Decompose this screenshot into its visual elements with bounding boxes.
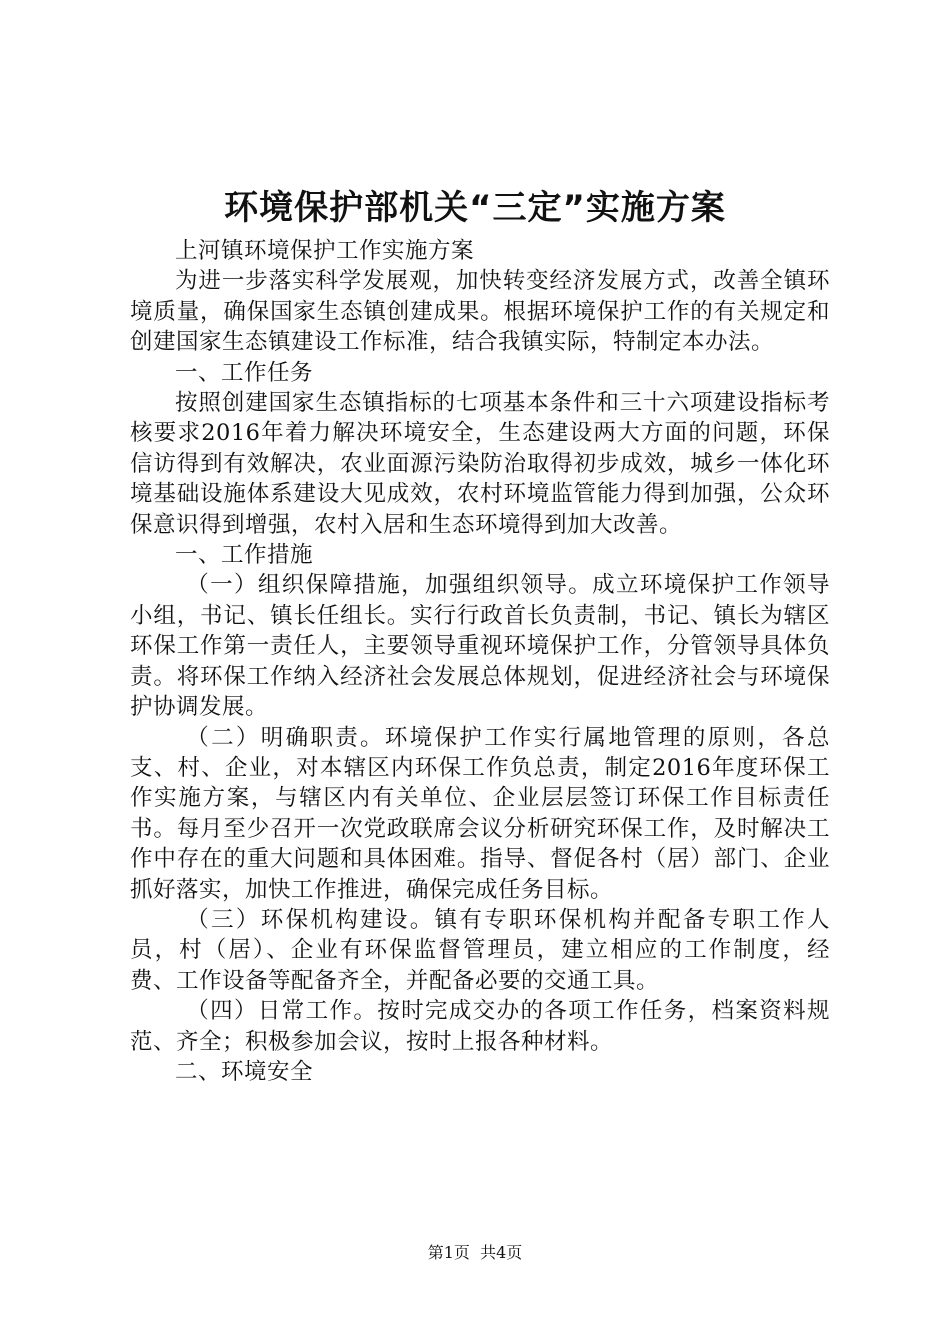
document-title: 环境保护部机关“三定”实施方案 — [224, 188, 726, 228]
paragraph-measure-3: （三）环保机构建设。镇有专职环保机构并配备专职工作人员，村（居）、企业有环保监督管理员，建立相应的工作制度，经费、工作设备等配备齐全，并配备必要的交通工具。 — [130, 906, 830, 994]
section-heading-tasks: 一、工作任务 — [175, 359, 314, 386]
section-heading-measures: 一、工作措施 — [175, 542, 314, 569]
page-number: 第1页 共4页 — [427, 1243, 523, 1262]
paragraph-subtitle: 上河镇环境保护工作实施方案 — [175, 238, 475, 264]
document-body — [130, 236, 830, 1087]
paragraph-measure-4: （四）日常工作。按时完成交办的各项工作任务，档案资料规范、齐全；积极参加会议，按时上报各种材料。 — [130, 998, 830, 1055]
paragraph-measure-1: （一）组织保障措施，加强组织领导。成立环境保护工作领导小组，书记、镇长任组长。实行行政首长负责制，书记、镇长为辖区环保工作第一责任人，主要领导重视环境保护工作，分管领导具体负责。将环保工作纳入经济社会发展总体规划，促进经济社会与环境保护协调发展。 — [130, 572, 830, 721]
paragraph-intro: 为进一步落实科学发展观，加快转变经济发展方式，改善全镇环境质量，确保国家生态镇创建成果。根据环境保护工作的有关规定和创建国家生态镇建设工作标准，结合我镇实际，特制定本办法。 — [130, 268, 830, 356]
section-heading-safety: 二、环境安全 — [175, 1058, 314, 1085]
paragraph-measure-2: （二）明确职责。环境保护工作实行属地管理的原则，各总支、村、企业，对本辖区内环保工作负总责，制定2016年度环保工作实施方案，与辖区内有关单位、企业层层签订环保工作目标责任书。每月至少召开一次党政联席会议分析研究环保工作，及时解决工作中存在的重大问题和具体困难。指导、督促各村（居）部门、企业抓好落实，加快工作推进，确保完成任务目标。 — [130, 724, 830, 903]
page-footer — [0, 1241, 950, 1265]
paragraph-tasks: 按照创建国家生态镇指标的七项基本条件和三十六项建设指标考核要求2016年着力解决环境安全，生态建设两大方面的问题，环保信访得到有效解决，农业面源污染防治取得初步成效，城乡一体化环境基础设施体系建设大见成效，农村环境监管能力得到加强，公众环保意识得到增强，农村入居和生态环境得到加大改善。 — [130, 390, 830, 538]
